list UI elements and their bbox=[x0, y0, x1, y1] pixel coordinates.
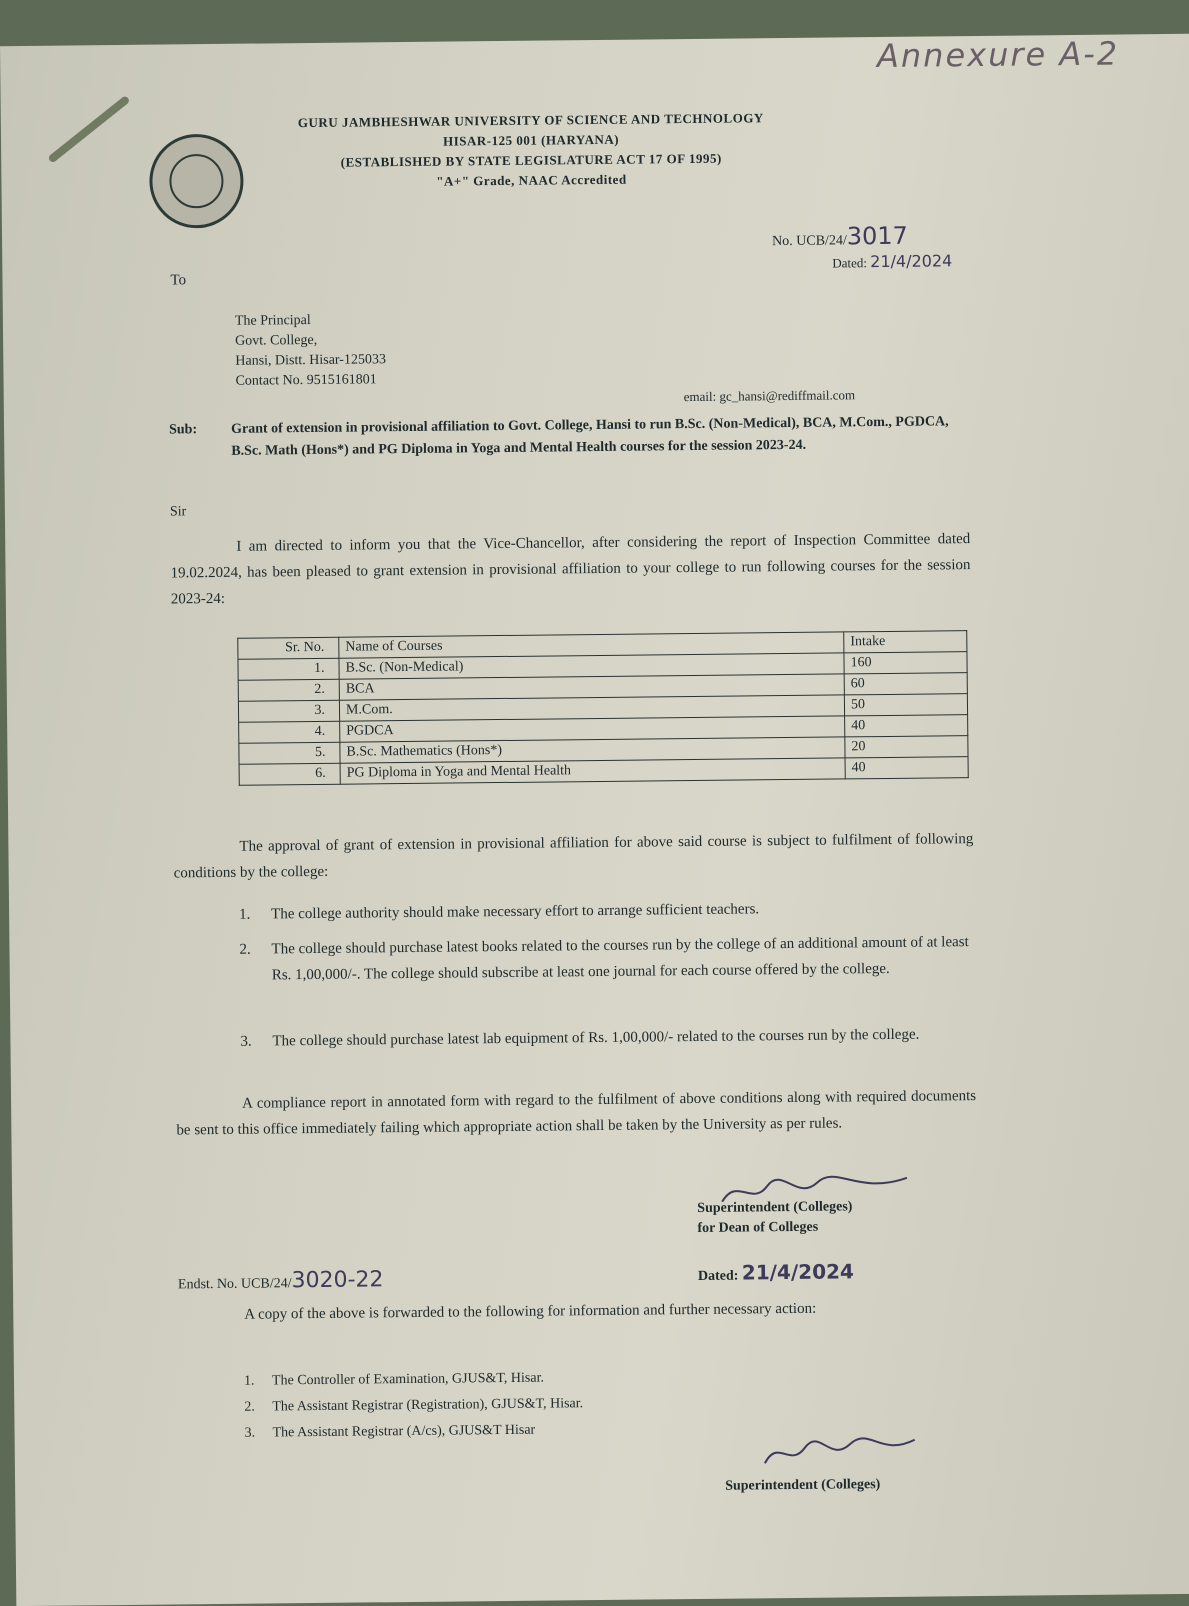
row-no: 1. bbox=[238, 658, 339, 680]
row-no: 6. bbox=[239, 763, 340, 785]
ref-date-value: 21/4/2024 bbox=[870, 251, 953, 272]
reference-date bbox=[832, 251, 952, 271]
row-course: PG Diploma in Yoga and Mental Health bbox=[340, 758, 845, 784]
approval-paragraph: The approval of grant of extension in provisional affiliation for above said course is subject to fulfilment of following conditions by the college: bbox=[173, 831, 974, 882]
letterhead bbox=[231, 108, 832, 194]
signatory-title-2: Superintendent (Colleges) bbox=[725, 1477, 881, 1494]
copy-number: 3. bbox=[244, 1425, 256, 1441]
ref-no-value: 3017 bbox=[846, 221, 908, 251]
header-intake: Intake bbox=[844, 631, 967, 653]
endorsement-number bbox=[178, 1267, 384, 1294]
university-logo-icon bbox=[149, 134, 244, 229]
row-no: 2. bbox=[238, 679, 339, 701]
copy-number: 2. bbox=[244, 1399, 255, 1415]
logo-inner-ring bbox=[169, 154, 224, 209]
condition-number: 1. bbox=[239, 906, 251, 923]
address-line-3: Hansi, Distt. Hisar-125033 bbox=[235, 352, 387, 369]
signatory-for: for Dean of Colleges bbox=[697, 1219, 819, 1236]
forward-paragraph: A copy of the above is forwarded to the following for information and further necessary action: bbox=[244, 1300, 817, 1323]
row-no: 5. bbox=[239, 742, 340, 764]
university-city: HISAR-125 001 (HARYANA) bbox=[442, 131, 620, 149]
endst-value: 3020-22 bbox=[291, 1267, 384, 1294]
university-name: GURU JAMBHESHWAR UNIVERSITY OF SCIENCE AND TECHNOLOGY bbox=[297, 110, 764, 131]
subject bbox=[169, 411, 969, 463]
address-line-2: Govt. College, bbox=[235, 332, 318, 349]
subject-text: Grant of extension in provisional affiliation to Govt. College, Hansi to run B.Sc. (Non-Medical), BCA, M.Com., PGDCA, B.Sc. Math (Hons*) and PG Diploma in Yoga and Mental Health courses for the session 2023-24. bbox=[230, 414, 949, 459]
ref-date-label: Dated: bbox=[832, 255, 868, 271]
signature-scribble-2 bbox=[760, 1432, 920, 1479]
condition-text: The college should purchase latest books related to the courses run by the college of an additional amount of at least Rs. 1,00,000/-. The college should subscribe at least one journal for each course offered by the college. bbox=[271, 934, 969, 984]
copy-number: 1. bbox=[243, 1373, 255, 1389]
subject-label: Sub: bbox=[168, 422, 198, 438]
endst-label: Endst. No. UCB/24/ bbox=[177, 1276, 292, 1293]
row-no: 3. bbox=[238, 700, 339, 722]
endorsement-date bbox=[698, 1259, 854, 1285]
row-intake: 50 bbox=[844, 694, 967, 716]
row-course: BCA bbox=[339, 674, 844, 700]
salutation: Sir bbox=[169, 504, 187, 520]
address-line-4: Contact No. 9515161801 bbox=[235, 372, 377, 389]
condition-number: 3. bbox=[240, 1033, 252, 1050]
pen-shadow bbox=[47, 95, 130, 164]
row-course: B.Sc. (Non-Medical) bbox=[339, 653, 844, 679]
row-intake: 40 bbox=[845, 715, 968, 737]
row-no: 4. bbox=[239, 721, 340, 743]
header-sr-no: Sr. No. bbox=[238, 637, 339, 659]
ref-no-label: No. UCB/24/ bbox=[772, 233, 847, 250]
compliance-paragraph: A compliance report in annotated form with regard to the fulfilment of above conditions along with required documents be sent to this office immediately failing which appropriate action shall be taken by the University as per rules. bbox=[176, 1088, 977, 1139]
recipient-email: email: gc_hansi@rediffmail.com bbox=[683, 387, 856, 405]
row-intake: 60 bbox=[844, 673, 967, 695]
endst-date-value: 21/4/2024 bbox=[741, 1259, 855, 1285]
condition-item bbox=[239, 929, 975, 989]
copy-recipients bbox=[244, 1362, 845, 1446]
row-course: B.Sc. Mathematics (Hons*) bbox=[340, 737, 845, 763]
condition-text: The college authority should make necessary effort to arrange sufficient teachers. bbox=[271, 901, 760, 923]
condition-number: 2. bbox=[239, 941, 251, 958]
copy-text: The Assistant Registrar (Registration), GJUS&T, Hisar. bbox=[272, 1396, 584, 1415]
annexure-label: Annexure A-2 bbox=[876, 34, 1120, 76]
copy-text: The Controller of Examination, GJUS&T, Hisar. bbox=[271, 1370, 545, 1389]
condition-item bbox=[239, 894, 974, 928]
university-act: (ESTABLISHED BY STATE LEGISLATURE ACT 17 OF 1995) bbox=[340, 150, 722, 170]
address-line-1: The Principal bbox=[234, 312, 311, 329]
signature-icon bbox=[760, 1432, 920, 1474]
condition-item bbox=[240, 1021, 975, 1055]
row-course: PGDCA bbox=[340, 716, 845, 742]
row-intake: 20 bbox=[845, 736, 968, 758]
signatory-block bbox=[697, 1197, 853, 1239]
row-course: M.Com. bbox=[339, 695, 844, 721]
condition-text: The college should purchase latest lab equipment of Rs. 1,00,000/- related to the courses run by the college. bbox=[272, 1026, 920, 1050]
reference-number bbox=[772, 222, 908, 251]
letter-page bbox=[0, 34, 1189, 1606]
recipient-address bbox=[235, 310, 386, 392]
courses-table bbox=[237, 630, 969, 786]
university-accreditation: "A+" Grade, NAAC Accredited bbox=[436, 171, 627, 189]
row-intake: 40 bbox=[845, 757, 968, 779]
row-intake: 160 bbox=[844, 652, 967, 674]
intro-paragraph: I am directed to inform you that the Vice-Chancellor, after considering the report of Inspection Committee dated 19.02.2024, has been pleased to grant extension in provisional affiliation to your college to run following courses for the session 2023-24: bbox=[170, 531, 971, 608]
header-course: Name of Courses bbox=[339, 632, 844, 658]
copy-text: The Assistant Registrar (A/cs), GJUS&T Hisar bbox=[272, 1422, 536, 1441]
signatory-title: Superintendent (Colleges) bbox=[697, 1199, 853, 1216]
endst-date-label: Dated: bbox=[697, 1268, 739, 1284]
copy-item bbox=[244, 1414, 844, 1446]
to-label: To bbox=[170, 272, 187, 289]
